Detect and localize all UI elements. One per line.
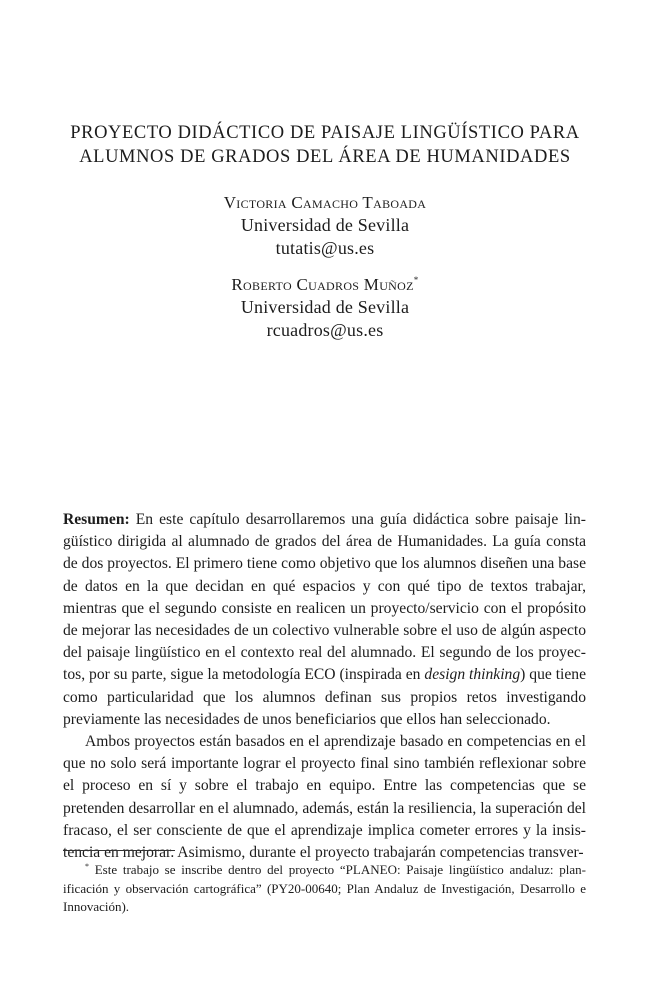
author-name: Victoria Camacho Taboada xyxy=(223,193,427,212)
footnote: * Este trabajo se inscribe dentro del proyecto “PLANEO: Paisaje lingüístico andaluz: planificación y observación cartográfica” (PY20-00640; Plan Andaluz de Investigación, Desarrollo e Innovación). xyxy=(63,862,586,914)
title-line-1: PROYECTO DIDÁCTICO DE PAISAJE LINGÜÍSTICO PARA xyxy=(70,123,580,143)
footnote-marker: * xyxy=(85,862,89,871)
abstract-paragraph-1: Resumen: En este capítulo desarrollaremos una guía didáctica sobre paisaje lingüístico dirigida al alumnado de grados del área de Humanidades. La guía consta de dos proyectos. El primero tiene como objetivo que los alumnos diseñen una base de datos en la que decidan en qué espacios y con qué tipo de textos trabajar, mientras que el segundo consiste en realicen un proyecto/servicio con el propósito de mejorar las necesidades de un colectivo vulnerable sobre el uso de algún aspecto del paisaje lingüístico en el contexto real del alumnado. El segundo de los proyectos, por su parte, sigue la metodología ECO (inspirada en design thinking) que tiene como particularidad que los alumnos definan sus propios retos investigando previamente las necesidades de unos beneficiarios que ellos han seleccionado. xyxy=(63,511,587,728)
abstract-label: Resumen: xyxy=(63,511,130,528)
footnote-rule xyxy=(63,850,175,851)
footnote-marker: * xyxy=(413,275,419,285)
author-block-2 xyxy=(0,269,650,342)
author-name: Roberto Cuadros Muñoz* xyxy=(231,275,419,294)
author-affiliation: Universidad de Sevilla xyxy=(240,215,410,235)
author-email: tutatis@us.es xyxy=(275,238,375,258)
abstract xyxy=(63,509,586,864)
emphasis: design thinking xyxy=(424,666,521,684)
paper-title xyxy=(60,121,590,169)
author-block-1 xyxy=(0,192,650,260)
author-email: rcuadros@us.es xyxy=(266,320,384,340)
abstract-paragraph-2: Ambos proyectos están basados en el aprendizaje basado en competencias en el que no solo será importante lograr el proyecto final sino también reflexionar sobre el proceso en sí y sobre el trabajo en equipo. Entre las competencias que se pretenden desarrollar en el alumnado, además, están la resiliencia, la superación del fracaso, el ser consciente de que el aprendizaje implica cometer errores y la insistencia en mejorar. Asimismo, durante el proyecto trabajarán competencias transver- xyxy=(63,733,586,862)
title-line-2: ALUMNOS DE GRADOS DEL ÁREA DE HUMANIDADES xyxy=(79,147,571,167)
author-affiliation: Universidad de Sevilla xyxy=(240,297,410,317)
